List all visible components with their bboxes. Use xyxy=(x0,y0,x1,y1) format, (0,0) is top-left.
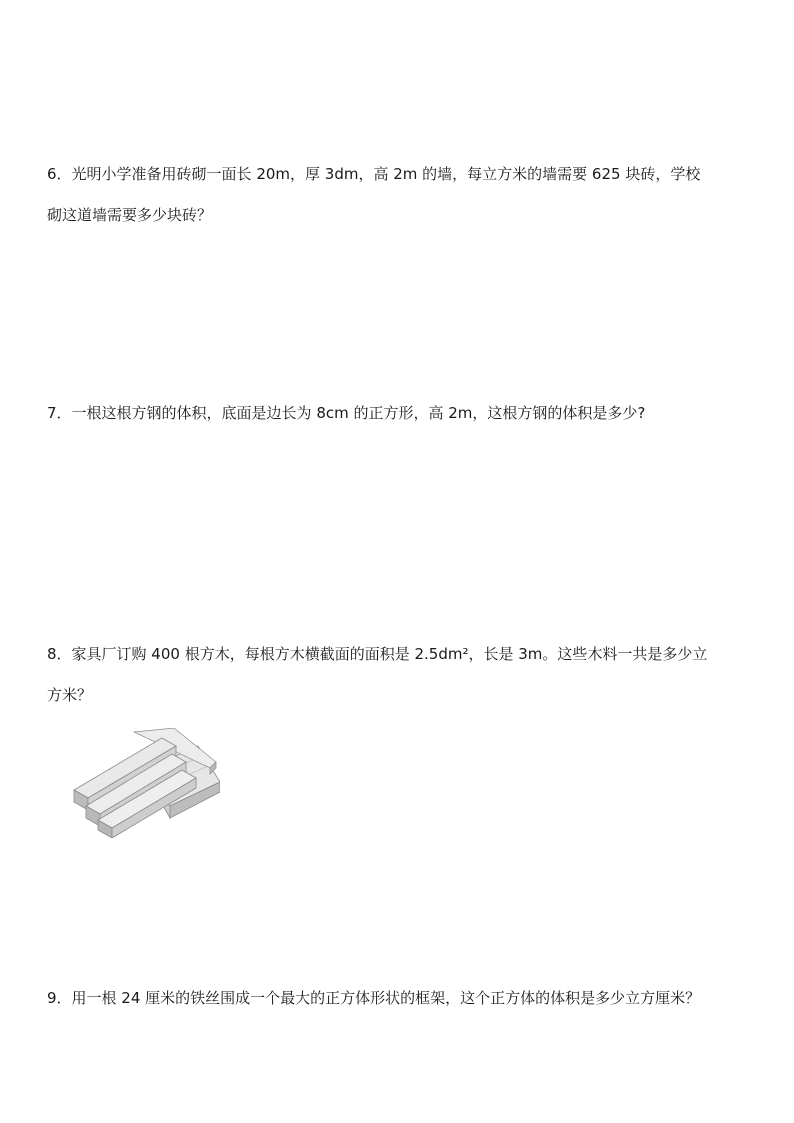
question-6-line-1: 6．光明小学准备用砖砌一面长 20m，厚 3dm，高 2m 的墙，每立方米的墙需要 625 块砖，学校 xyxy=(47,165,701,183)
question-7-line-1: 7．一根这根方钢的体积，底面是边长为 8cm 的正方形，高 2m，这根方钢的体积是多少? xyxy=(47,404,646,422)
question-8-line-2: 方米？ xyxy=(47,686,93,704)
question-7 xyxy=(47,403,747,423)
question-6-line-2: 砌这道墙需要多少块砖？ xyxy=(47,206,213,224)
question-8-line-1: 8．家具厂订购 400 根方木，每根方木横截面的面积是 2.5dm²，长是 3m。这些木料一共是多少立 xyxy=(47,645,708,663)
question-9 xyxy=(47,988,747,1008)
question-8 xyxy=(47,644,747,705)
question-9-line-1: 9．用一根 24 厘米的铁丝围成一个最大的正方体形状的框架，这个正方体的体积是多少立方厘米？ xyxy=(47,989,701,1007)
stacked-wood-beams-icon xyxy=(70,728,220,838)
question-6 xyxy=(47,164,747,225)
